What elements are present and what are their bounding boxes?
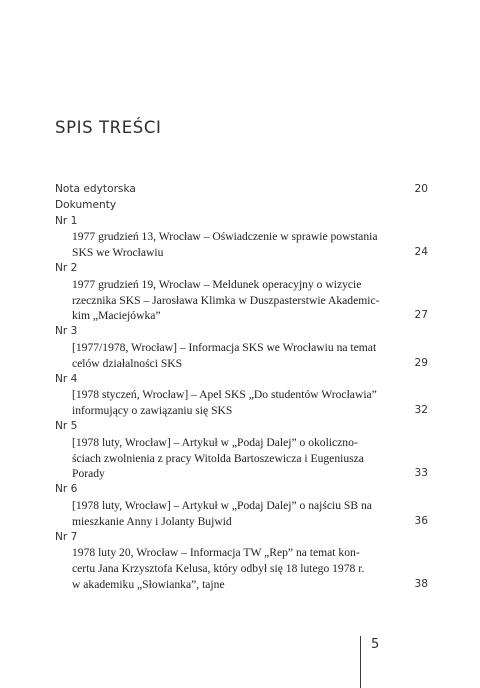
toc-document-number: Nr 5 [55, 419, 78, 432]
toc-entry-line: ściach zwolnienia z pracy Witolda Bartoszewicza i Eugeniusza [72, 451, 364, 465]
toc-document-entry [55, 545, 428, 592]
toc-document-entry [55, 387, 428, 419]
toc-section-label: Dokumenty [55, 198, 117, 211]
toc-section-documents [55, 198, 428, 214]
toc-page-number: 29 [414, 356, 428, 369]
toc-document-number: Nr 3 [55, 325, 78, 338]
toc-document-number: Nr 1 [55, 214, 78, 227]
toc-entry-line: informujący o zawiązaniu się SKS [72, 404, 233, 418]
toc-page-number: 20 [414, 183, 428, 195]
toc-document-number: Nr 4 [55, 372, 78, 385]
toc-page-number: 33 [414, 467, 428, 480]
toc-document-entry [55, 277, 428, 324]
page-title: SPIS TREŚCI [55, 118, 162, 137]
toc-entry-line: rzecznika SKS – Jarosława Klimka w Duszpasterstwie Akademic- [72, 293, 380, 307]
toc-entry-line: SKS we Wrocławiu [72, 246, 164, 260]
toc-entry-line: celów działalności SKS [72, 356, 183, 370]
toc-entry-line: 1977 grudzień 13, Wrocław – Oświadczenie w sprawie powstania [72, 230, 378, 244]
toc-entry-editorial-note [55, 182, 428, 198]
toc-entry-line: [1978 luty, Wrocław] – Artykuł w „Podaj Dalej” o najściu SB na [72, 498, 372, 512]
toc-document-number: Nr 6 [55, 483, 78, 496]
toc-entry-line: [1978 luty, Wrocław] – Artykuł w „Podaj Dalej” o okoliczno- [72, 435, 358, 449]
toc-page-number: 38 [414, 577, 428, 590]
toc-page-number: 27 [414, 309, 428, 322]
toc-entry-line: w akademiku „Słowianka”, tajne [72, 577, 225, 591]
toc-page-number: 32 [414, 404, 428, 417]
page-number: 5 [371, 637, 380, 652]
toc-entry-line: [1978 styczeń, Wrocław] – Apel SKS „Do studentów Wrocławia” [72, 388, 377, 402]
document-list [55, 214, 428, 593]
toc-entry-line: 1978 luty 20, Wrocław – Informacja TW „Rep” na temat kon- [72, 546, 360, 560]
toc-entry-line: [1977/1978, Wrocław] – Informacja SKS we Wrocławiu na temat [72, 340, 377, 354]
toc-entry-line: Porady [72, 467, 105, 481]
toc-document-number: Nr 2 [55, 261, 78, 274]
toc-document-entry [55, 435, 428, 482]
toc-document-entry [55, 340, 428, 372]
toc-entry-label: Nota edytorska [55, 183, 136, 195]
table-of-contents [55, 182, 428, 593]
toc-document-number: Nr 7 [55, 530, 78, 543]
toc-entry-line: 1977 grudzień 19, Wrocław – Meldunek operacyjny o wizycie [72, 277, 362, 291]
toc-page-number: 36 [414, 514, 428, 527]
toc-document-entry [55, 229, 428, 261]
toc-entry-line: kim „Maciejówka” [72, 309, 161, 323]
toc-entry-line: mieszkanie Anny i Jolanty Bujwid [72, 514, 232, 528]
folio-rule [360, 636, 361, 688]
toc-document-entry [55, 498, 428, 530]
toc-page-number: 24 [414, 246, 428, 259]
toc-entry-line: certu Jana Krzysztofa Kelusa, który odbył się 18 lutego 1978 r. [72, 562, 365, 576]
